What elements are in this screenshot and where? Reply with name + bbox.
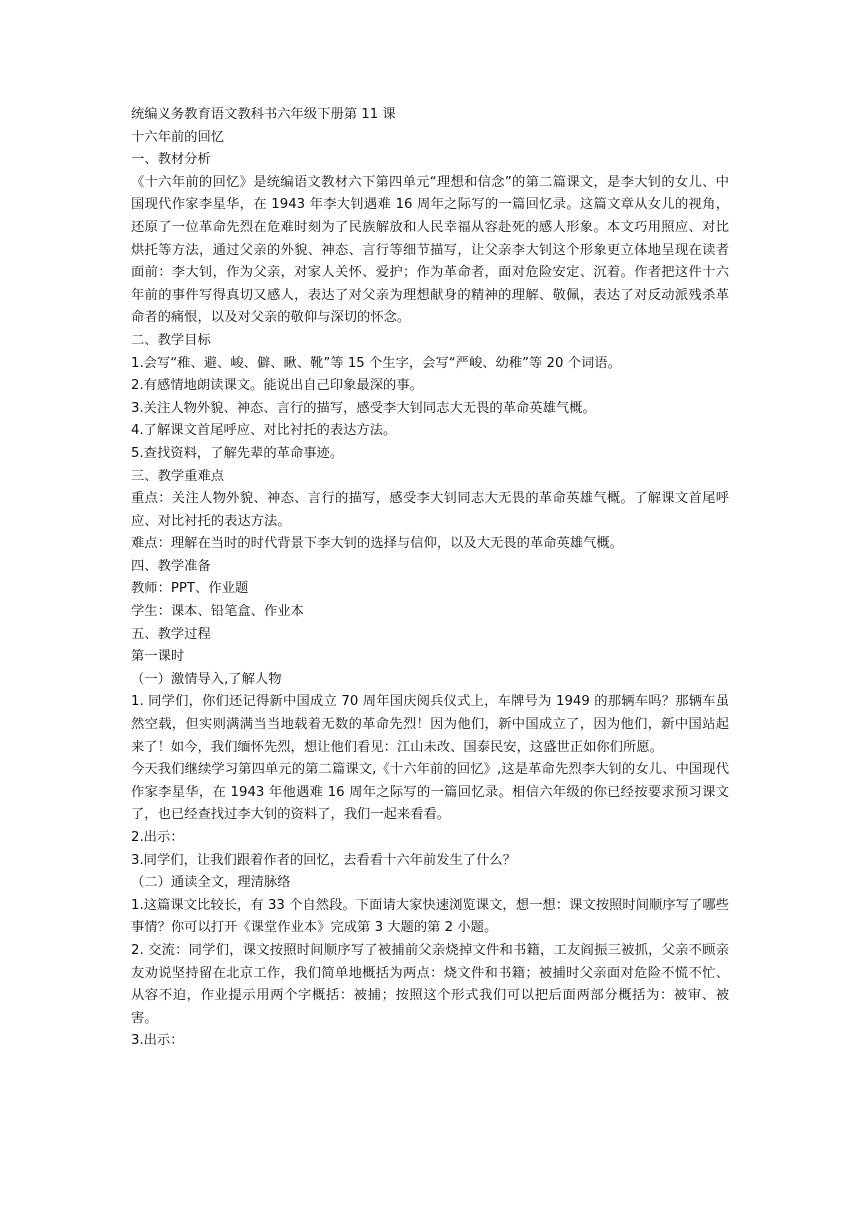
goal-item: 5.查找资料，了解先辈的革命事迹。 <box>131 445 344 461</box>
analysis-paragraph: 《十六年前的回忆》是统编语文教材六下第四单元“理想和信念”的第二篇课文，是李大钊的女儿、中国现代作家李星华，在 1943 年李大钊遇难 16 周年之际写的一篇回忆录。这篇文章从女儿的视角，还原了一位革命先烈在危难时刻为了民族解放和人民幸福从容赴死的感人形象。本文巧用照应、对比烘托等方法，通过父亲的外貌、神态、言行等细节描写，让父亲李大钊这个形象更立体地呈现在读者面前：李大钊，作为父亲，对家人关怀、爱护；作为革命者，面对危险安定、沉着。作者把这件十六年前的事件写得真切又感人，表达了对父亲为理想献身的精神的理解、敬佩，表达了对反动派残杀革命者的痛恨，以及对父亲的敬仰与深切的怀念。 <box>131 174 729 326</box>
keypoints-focus: 重点：关注人物外貌、神态、言行的描写，感受李大钊同志大无畏的革命英雄气概。了解课文首尾呼应、对比衬托的表达方法。 <box>131 491 729 529</box>
goal-item: 1.会写“稚、避、峻、僻、瞅、靴”等 15 个生字，会写“严峻、幼稚”等 20 个词语。 <box>131 355 621 371</box>
prep-teacher: 教师：PPT、作业题 <box>131 581 249 597</box>
section-heading-goals: 二、教学目标 <box>131 332 211 348</box>
lesson-period: 第一课时 <box>131 649 185 665</box>
document-header: 统编义务教育语文教科书六年级下册第 11 课 <box>131 107 396 122</box>
section-heading-prep: 四、教学准备 <box>131 558 211 574</box>
section-heading-process: 五、教学过程 <box>131 626 211 642</box>
goal-item: 3.关注人物外貌、神态、言行的描写，感受李大钊同志大无畏的革命英雄气概。 <box>131 400 596 416</box>
part1-heading: （一）激情导入,了解人物 <box>131 671 282 687</box>
goal-item: 4.了解课文首尾呼应、对比衬托的表达方法。 <box>131 423 397 439</box>
goal-item: 2.有感情地朗读课文。能说出自己印象最深的事。 <box>131 378 423 394</box>
section-heading-analysis: 一、教材分析 <box>131 152 211 168</box>
part2-heading: （二）通读全文，理清脉络 <box>131 875 291 891</box>
part1-paragraph: 1. 同学们，你们还记得新中国成立 70 周年国庆阅兵仪式上，车牌号为 1949 的那辆车吗？那辆车虽然空载，但实则满满当当地载着无数的革命先烈！因为他们，新中国成立了，因为他们，新中国站起来了！如今，我们缅怀先烈，想让他们看见：江山未改、国泰民安，这盛世正如你们所愿。 <box>131 694 729 755</box>
document-page <box>131 104 729 1053</box>
part1-paragraph: 2.出示： <box>131 830 184 845</box>
part1-paragraph: 3.同学们，让我们跟着作者的回忆，去看看十六年前发生了什么？ <box>131 852 516 868</box>
section-heading-keypoints: 三、教学重难点 <box>131 468 225 484</box>
part2-paragraph: 3.出示： <box>131 1033 184 1049</box>
part2-paragraph: 2. 交流：同学们，课文按照时间顺序写了被捕前父亲烧掉文件和书籍，工友阎振三被抓，父亲不顾亲友劝说坚持留在北京工作，我们简单地概括为两点：烧文件和书籍；被捕时父亲面对危险不慌不忙、从容不迫，作业提示用两个字概括：被捕；按照这个形式我们可以把后面两部分概括为：被审、被害。 <box>131 942 729 1026</box>
lesson-title: 十六年前的回忆 <box>131 129 225 145</box>
part2-paragraph: 1.这篇课文比较长，有 33 个自然段。下面请大家快速浏览课文，想一想：课文按照时间顺序写了哪些事情？你可以打开《课堂作业本》完成第 3 大题的第 2 小题。 <box>131 897 729 936</box>
part1-paragraph: 今天我们继续学习第四单元的第二篇课文,《十六年前的回忆》,这是革命先烈李大钊的女儿、中国现代作家李星华，在 1943 年他遇难 16 周年之际写的一篇回忆录。相信六年级的你已经按要求预习课文了，也已经查找过李大钊的资料了，我们一起来看看。 <box>131 762 729 823</box>
prep-student: 学生：课本、铅笔盒、作业本 <box>131 604 304 620</box>
keypoints-difficulty: 难点：理解在当时的时代背景下李大钊的选择与信仰，以及大无畏的革命英雄气概。 <box>131 536 623 552</box>
